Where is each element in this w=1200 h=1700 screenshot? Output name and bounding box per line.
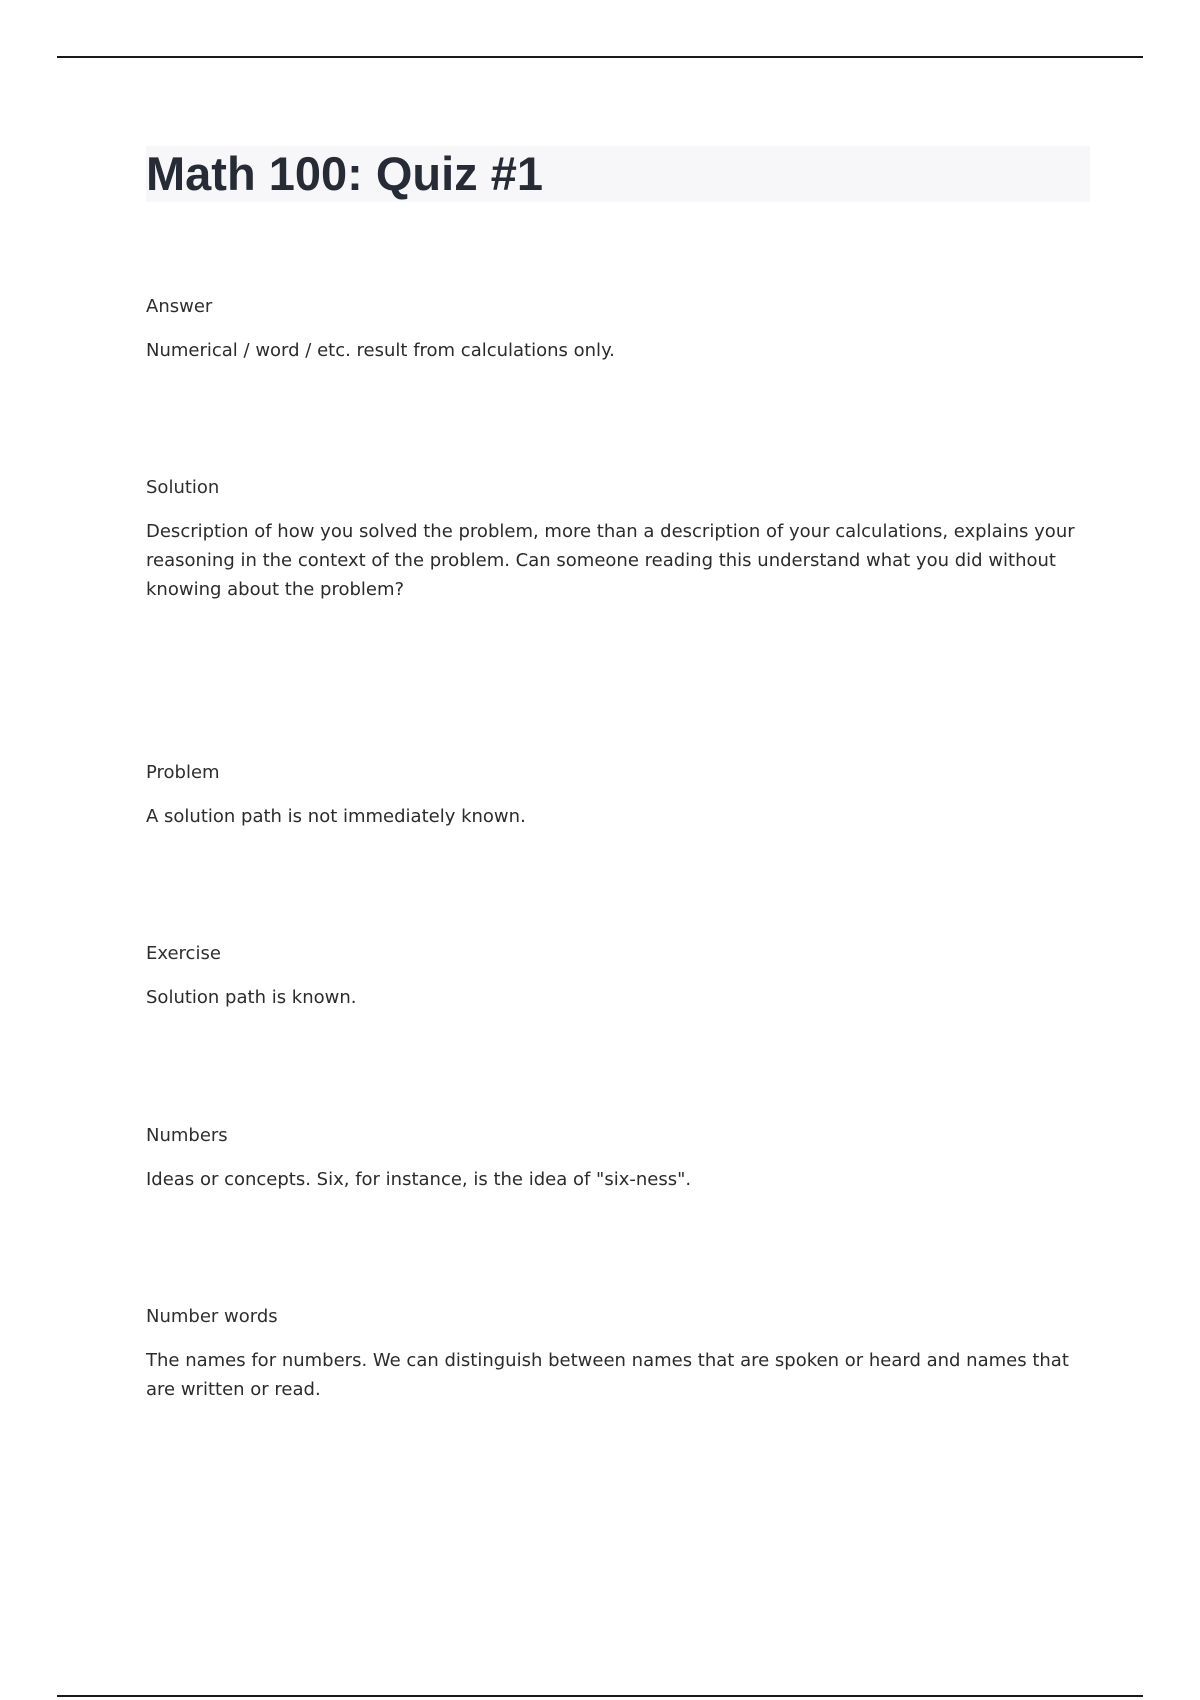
term-definition: Description of how you solved the problem, more than a description of your calculations, explains your reasoning in the context of the problem. Can someone reading this understand what you did without knowing about the problem?: [146, 521, 1075, 600]
term-definition: Numerical / word / etc. result from calculations only.: [146, 340, 615, 361]
term-label: Answer: [146, 296, 213, 317]
bottom-rule: [57, 1695, 1143, 1697]
term-label: Problem: [146, 762, 220, 783]
term-definition: Solution path is known.: [146, 987, 357, 1008]
term-definition: Ideas or concepts. Six, for instance, is the idea of "six-ness".: [146, 1169, 692, 1190]
glossary-entry-answer: [146, 296, 1090, 365]
term-definition: A solution path is not immediately known.: [146, 806, 526, 827]
top-rule: [57, 56, 1143, 58]
term-definition: The names for numbers. We can distinguish between names that are spoken or heard and names that are written or read.: [146, 1350, 1069, 1400]
glossary-entry-number-words: [146, 1306, 1090, 1404]
glossary-entry-solution: [146, 477, 1090, 604]
page-title: Math 100: Quiz #1: [146, 147, 543, 200]
term-label: Exercise: [146, 943, 221, 964]
term-label: Solution: [146, 477, 220, 498]
glossary-entry-exercise: [146, 943, 1090, 1012]
term-label: Number words: [146, 1306, 278, 1327]
term-label: Numbers: [146, 1125, 228, 1146]
glossary-entry-numbers: [146, 1125, 1090, 1194]
glossary-entry-problem: [146, 762, 1090, 831]
title-banner: [146, 146, 1090, 202]
